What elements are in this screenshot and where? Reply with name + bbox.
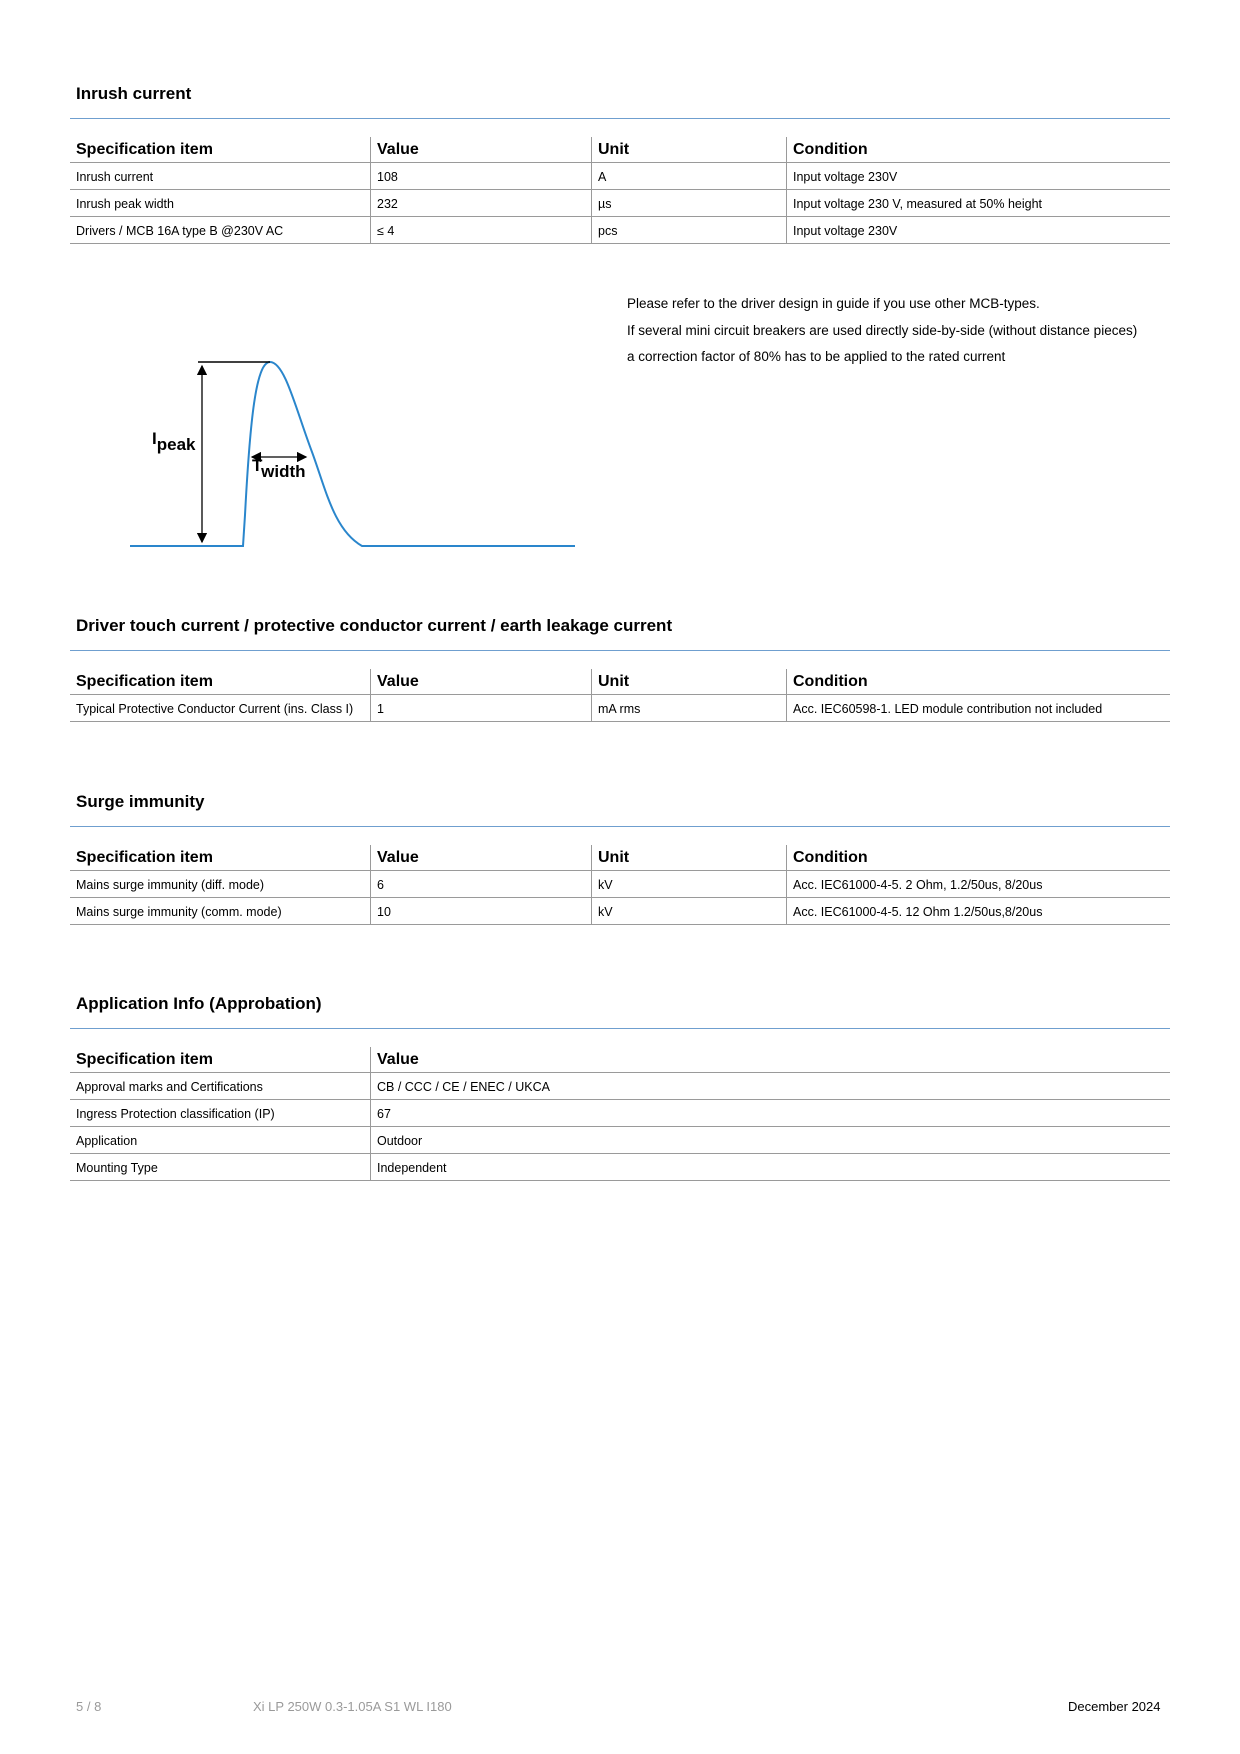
cell-spec-item: Mounting Type	[70, 1154, 371, 1181]
footer-page-number: 5 / 8	[76, 1699, 102, 1714]
cell-spec-item: Typical Protective Conductor Current (ins. Class I)	[70, 695, 371, 722]
header-unit: Unit	[592, 137, 787, 163]
section-application-info	[70, 992, 1170, 1181]
table-header-row	[70, 845, 1170, 871]
section-divider	[70, 650, 1170, 651]
cell-value: 6	[371, 871, 592, 898]
cell-spec-item: Approval marks and Certifications	[70, 1073, 371, 1100]
note-line: Please refer to the driver design in guide if you use other MCB-types.	[627, 296, 1040, 311]
table-row	[70, 163, 1170, 190]
table-row	[70, 1154, 1170, 1181]
cell-value: 67	[371, 1100, 1171, 1127]
cell-unit: kV	[592, 898, 787, 925]
table-row	[70, 190, 1170, 217]
header-value: Value	[371, 669, 592, 695]
table-row	[70, 898, 1170, 925]
header-unit: Unit	[592, 669, 787, 695]
header-spec-item: Specification item	[70, 1047, 371, 1073]
cell-condition: Input voltage 230 V, measured at 50% height	[787, 190, 1171, 217]
cell-value: Outdoor	[371, 1127, 1171, 1154]
table-row	[70, 217, 1170, 244]
cell-unit: kV	[592, 871, 787, 898]
footer-date: December 2024	[1068, 1699, 1161, 1714]
cell-unit: pcs	[592, 217, 787, 244]
cell-value: 108	[371, 163, 592, 190]
cell-value: Independent	[371, 1154, 1171, 1181]
header-condition: Condition	[787, 845, 1171, 871]
section-title: Driver touch current / protective conductor current / earth leakage current	[76, 616, 673, 635]
cell-condition: Acc. IEC61000-4-5. 12 Ohm 1.2/50us,8/20us	[787, 898, 1171, 925]
header-spec-item: Specification item	[70, 669, 371, 695]
cell-unit: A	[592, 163, 787, 190]
cell-spec-item: Application	[70, 1127, 371, 1154]
header-condition: Condition	[787, 669, 1171, 695]
ipeak-label: Ipeak	[152, 429, 196, 454]
note-line: If several mini circuit breakers are used directly side-by-side (without distance pieces)	[627, 322, 1138, 338]
header-value: Value	[371, 845, 592, 871]
cell-value: 10	[371, 898, 592, 925]
section-title: Surge immunity	[76, 792, 205, 811]
table-header-row	[70, 1047, 1170, 1073]
section-inrush	[70, 82, 1170, 244]
table-header-row	[70, 669, 1170, 695]
surge-immunity-table	[70, 845, 1170, 925]
inrush-table	[70, 137, 1170, 244]
cell-spec-item: Inrush current	[70, 163, 371, 190]
table-header-row	[70, 137, 1170, 163]
cell-condition: Input voltage 230V	[787, 217, 1171, 244]
header-value: Value	[371, 137, 592, 163]
table-row	[70, 1073, 1170, 1100]
cell-value: CB / CCC / CE / ENEC / UKCA	[371, 1073, 1171, 1100]
section-divider	[70, 118, 1170, 119]
cell-unit: mA rms	[592, 695, 787, 722]
cell-condition: Acc. IEC60598-1. LED module contribution not included	[787, 695, 1171, 722]
table-row	[70, 871, 1170, 898]
cell-spec-item: Drivers / MCB 16A type B @230V AC	[70, 217, 371, 244]
table-row	[70, 1100, 1170, 1127]
inrush-waveform-diagram	[120, 340, 590, 565]
section-divider	[70, 826, 1170, 827]
inrush-notes	[627, 291, 1137, 371]
cell-value: 1	[371, 695, 592, 722]
section-title: Application Info (Approbation)	[76, 994, 322, 1013]
cell-spec-item: Inrush peak width	[70, 190, 371, 217]
touch-current-table	[70, 669, 1170, 722]
section-surge-immunity	[70, 790, 1170, 925]
cell-condition: Input voltage 230V	[787, 163, 1171, 190]
cell-value: 232	[371, 190, 592, 217]
waveform-svg	[120, 340, 590, 560]
application-info-table	[70, 1047, 1170, 1181]
cell-condition: Acc. IEC61000-4-5. 2 Ohm, 1.2/50us, 8/20us	[787, 871, 1171, 898]
section-divider	[70, 1028, 1170, 1029]
header-spec-item: Specification item	[70, 845, 371, 871]
table-row	[70, 695, 1170, 722]
header-spec-item: Specification item	[70, 137, 371, 163]
header-unit: Unit	[592, 845, 787, 871]
twidth-label: Twidth	[252, 456, 306, 481]
cell-spec-item: Mains surge immunity (diff. mode)	[70, 871, 371, 898]
note-line: a correction factor of 80% has to be applied to the rated current	[627, 349, 1006, 364]
footer-product-name: Xi LP 250W 0.3-1.05A S1 WL I180	[253, 1699, 452, 1714]
section-touch-current	[70, 614, 1170, 722]
cell-value: ≤ 4	[371, 217, 592, 244]
cell-spec-item: Ingress Protection classification (IP)	[70, 1100, 371, 1127]
waveform-curve	[130, 362, 575, 546]
section-title: Inrush current	[76, 84, 192, 103]
cell-unit: µs	[592, 190, 787, 217]
cell-spec-item: Mains surge immunity (comm. mode)	[70, 898, 371, 925]
header-condition: Condition	[787, 137, 1171, 163]
header-value: Value	[371, 1047, 1171, 1073]
table-row	[70, 1127, 1170, 1154]
